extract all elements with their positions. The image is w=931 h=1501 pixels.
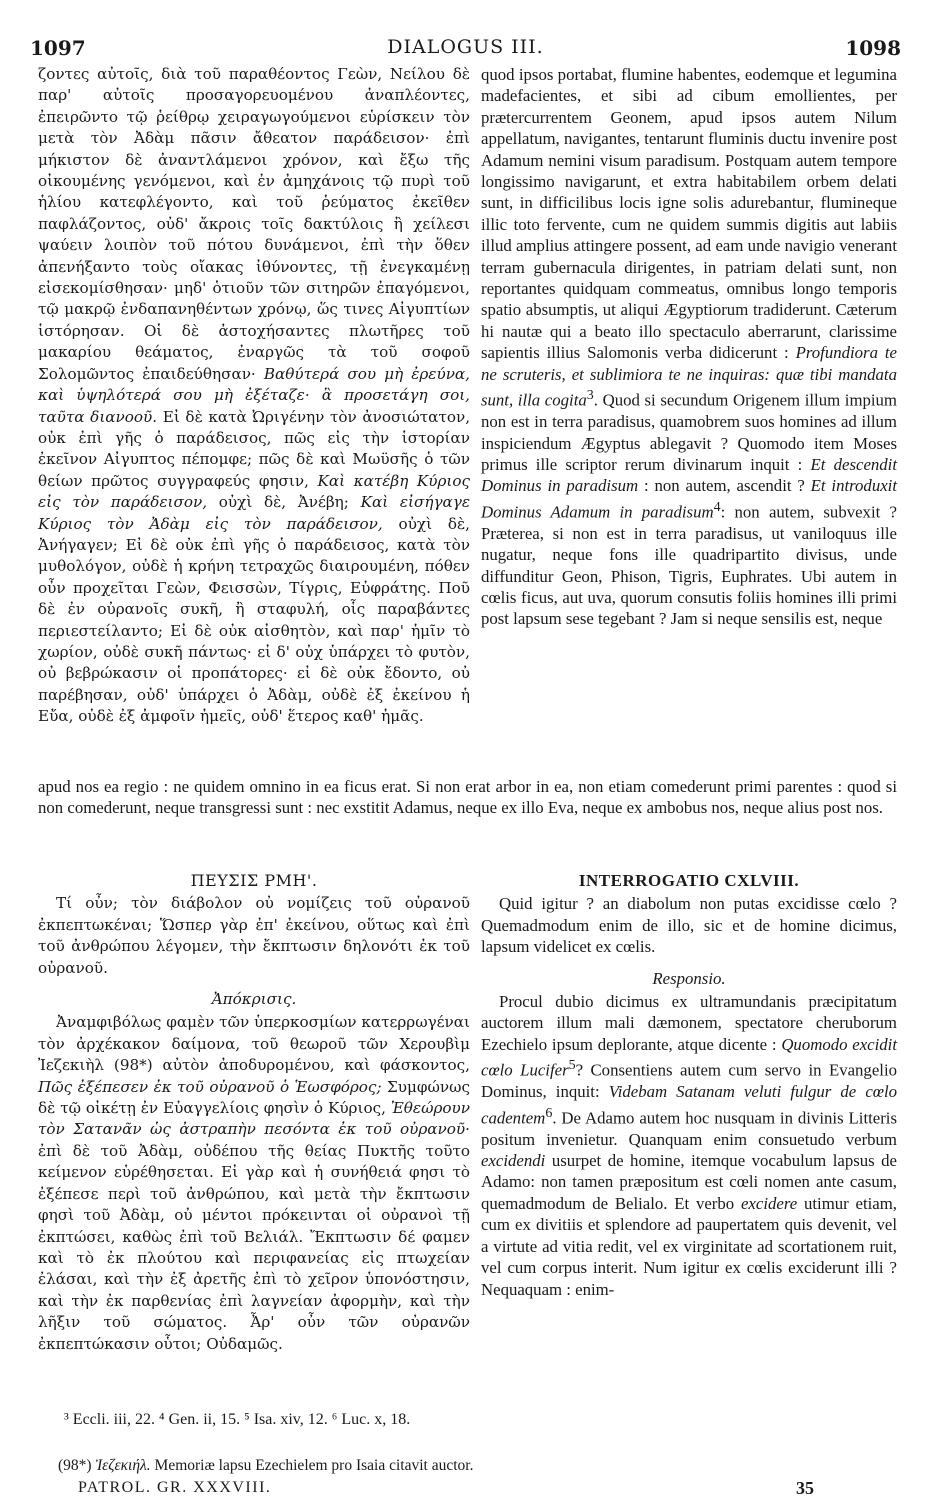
column-number-right: 1098 <box>845 36 901 60</box>
greek-question-heading: ΠΕΥΣΙΣ ΡΜΗ'. <box>190 871 318 890</box>
series-signature: PATROL. GR. XXXVIII. <box>78 1479 272 1496</box>
latin-column-top <box>481 64 897 630</box>
running-title: DIALOGUS III. <box>387 36 544 58</box>
greek-paragraph: ζοντες αὐτοῖς, διὰ τοῦ παραθέοντος Γεὼν, Νείλου δὲ παρ' αὐτοῖς προσαγορευομένου ἀναπλέοντες, ἐπειρῶντο τῷ ῥείθρῳ χειραγωγούμενοι εὑρίσκειν τὸν μετὰ τὸν Ἀδὰμ πᾶσιν ἄθεατον παράδεισον· ἐπὶ μήκιστον δὲ ἀναντλάμενοι χρόνον, καὶ ἔξω τῆς οἰκουμένης γενόμενοι, καὶ ἐν ἀμηχάνοις τῷ πυρὶ τοῦ ἡλίου κατεφλέγοντο, καὶ τοῦ ῥεύματος ἐκεῖθεν παφλάζοντος, οὐδ' ἄκροις τοῖς δακτύλοις ἢ χείλεσι ψαύειν λοιπὸν τοῦ πότου δυνάμενοι, ἐπὶ τὴν ὅθεν ἀπενήξαντο τοὺς οἴακας ἰθύνοντες, τῇ ἐνεγκαμένῃ εἰσεκομίσθησαν· μηδ' ὁτιοῦν τῶν σιτηρῶν ἐπαγόμενοι, τῷ μακρῷ ἐνδαπανηθέντων χρόνῳ, ὥς τινες Αἰγυπτίων ἱστόρησαν. Οἱ δὲ ἀστοχήσαντες πλωτῆρες τοῦ μακαρίου θεάματος, ἐναργῶς τὰ τοῦ σοφοῦ Σολομῶντος ἐπαιδεύθησαν· Βαθύτερά σου μὴ ἐρεύνα, καὶ ὑψηλότερά σου μὴ ἐξέταζε· ἃ προσετάγη σοι, ταῦτα διανοοῦ. Εἰ δὲ κατὰ Ὠριγένην τὸν ἀνοσιώτατον, οὐκ ἐπὶ γῆς ὁ παράδεισος, πῶς εἰς τὴν ἱστορίαν ἐκεῖνον Αἰγυπτος πέπομφε; πῶς δὲ καὶ Μωϋσῆς ὁ τῶν θείων πρῶτος συγγραφεύς φησιν, Καὶ κατέβη Κύριος εἰς τὸν παράδεισον, οὐχὶ δὲ, Ἀνέβη; Καὶ εἰσήγαγε Κύριος τὸν Ἀδὰμ εἰς τὸν παράδεισον, οὐχὶ δὲ, Ἀνήγαγεν; Εἰ δὲ οὐκ ἐπὶ γῆς ὁ παράδεισος, κατὰ τὸν μυθολόγον, οὐδὲ ἡ κρήνη τετραχῶς διαιρουμένη, πόθεν οὖν προχεῖται Γεὼν, Φεισσὼν, Τίγρις, Εὐφράτης. Ποῦ δὲ ἐν οὐρανοῖς συκῆ, ἢ σταφυλή, οἷς παραβάντες περιεστείλαντο; Εἰ δὲ οὐκ αἰσθητὸν, καὶ παρ' ἡμῖν τὸ χωρίον, οὐδὲ συκῆ πάντως· εἰ δ' οὐχ ὑπάρχει τὸ φυτὸν, οὐ βεβρώκασιν οἱ προπάτορες· εἰ δὲ οὐκ ἔδοντο, οὐ παρέβησαν, οὐδ' ὑπάρχει ὁ Ἀδὰμ, οὐδὲ ἐξ ἐκείνου ἡ Εὔα, οὐδὲ ἐξ ἀμφοῖν ἡμεῖς, οὐδ' ἕτερος καθ' ἡμᾶς. <box>38 65 471 726</box>
footnotes: ³ Eccli. iii, 22. ⁴ Gen. ii, 15. ⁵ Isa. xiv, 12. ⁶ Luc. x, 18. <box>64 1411 411 1428</box>
latin-column-bottom <box>481 870 897 1300</box>
greek-question: Τί οὖν; τὸν διάβολον οὐ νομίζεις τοῦ οὐρανοῦ ἐκπεπτωκέναι; Ὥσπερ γὰρ ἐπ' ἐκείνου, οὕτως καὶ ἐπὶ τοῦ ἀνθρώπου λέγομεν, τὴν ἔκπτωσιν δηλονότι ἐκ τοῦ οὐρανοῦ. <box>38 894 470 977</box>
latin-paragraph: quod ipsos portabat, flumine habentes, eodemque et leguminа madefacientes, et sibi ad cibum emollientes, per prætercurrentem Geonem, apud ipsos autem Nilum appellatum, navigantes, tentarunt fluminis ductu invenire post Adamum nemini visum paradisum. Postquam autem tempore longissimo navigarunt, et extra habitabilem orbem delati sunt, in difficilibus locis igne solis adurebantur, flumineque illic toto fervente, cum ne quidem summis digitis aut labiis illud amplius attingere possent, ad eam unde navigio venerant terram gubernacula dirigentes, in patriam delati sunt, non reportantes quidquam commeatus, omnibus longo temporis spatio absumptis, ut aliqui Ægyptiorum tradiderunt. Cæterum hi nautæ qui a beato illo spectaculo aberrarunt, clarissime sapientis illius Salomonis verba didicerunt : Profundiora te ne scruteris, et sublimiora te ne inquiras: quæ tibi mandata sunt, illa cogita$^3$. Quod si secundum Origenem illum impium non est in terra paradisus, quamobrem suos homines ad illum inspiciendum Ægyptus ablegavit ? Quomodo item Moses primus ille scriptor rerum divinarum inquit : Et descendit Dominus in paradisum : non autem, ascendit ? Et introduxit Dominus Adamum in paradisum$^4$: non autem, subvexit ? Præterea, si non est in terra paradisus, ut vaniloquus ille nugatur, neque fons ille quadripartito divisus, unde diffunditur Geon, Phison, Tigris, Euphrates. Ubi autem in cœlis ficus, aut uva, quorum consutis foliis homines illi primi post lapsum sese tegebant ? Jam si neque sensilis est, neque <box>481 65 898 629</box>
column-number-left: 1097 <box>30 36 86 60</box>
full-width-line: apud nos ea regio : ne quidem omnino in ea ficus erat. Si non erat arbor in ea, non etiam comederunt primi parentes : quod si non comederunt, neque transgressi sunt : nec exstitit Adamus, neque ex illo Eva, neque ex ambobus nos, neque alius post nos. <box>38 777 897 818</box>
latin-response: Procul dubio dicimus ex ultramundanis præcipitatum auctorem illum mali dæmonem, spectatore cheruborum Ezechielo ipsum deplorante, atque dicente : Quomodo excidit cœlo Lucifer$^5$? Consentiens autem cum servo in Evangelio Dominus, inquit: Videbam Satanam veluti fulgur de cœlo cadentem$^6$. De Adamo autem hoc nusquam in divinis Litteris positum invenietur. Quanquam enim consuetudo verbum excidendi usurpet de homine, itemque vocabulum lapsus de Adamo: non tamen præpositum est cœli nomen ante casum, quemadmodum de Belialo. Et verbo excidere utimur etiam, cum ex divitiis et splendore ad paupertatem quis devenit, vel a virtute ad vitia redit, vel ex virginitate ad scortationem ruit, vel cum corpus interit. Num igitur ex cœlis exciderunt illi ? Nequaquam : enim- <box>481 992 898 1299</box>
latin-response-heading: Responsio. <box>652 968 726 988</box>
latin-question-heading: INTERROGATIO CXLVIII. <box>578 871 800 890</box>
page-number: 35 <box>796 1478 814 1498</box>
greek-response: Ἀναμφιβόλως φαμὲν τῶν ὑπερκοσμίων κατερρωγέναι τὸν ἀρχέκακον δαίμονα, τοῦ θεωροῦ τῶν Χερουβὶμ Ἰεζεκιὴλ (98*) αὐτὸν ἀποδυρομένου, καὶ φάσκοντος, Πῶς ἐξέπεσεν ἐκ τοῦ οὐρανοῦ ὁ Ἑωσφόρος; Συμφώνως δὲ τῷ οἰκέτῃ ἐν Εὐαγγελίοις φησὶν ὁ Κύριος, Ἐθεώρουν τὸν Σατανᾶν ὡς ἀστραπὴν πεσόντα ἐκ τοῦ οὐρανοῦ· ἐπὶ δὲ τοῦ Ἀδὰμ, οὐδέπου τῆς θείας Πυκτῆς τοῦτο κείμενον εὑρέθησεται. Εἰ γὰρ καὶ ἡ συνήθειά φησι τὸ ἐξέπεσε περὶ τοῦ ἀνθρώπου, καὶ μετὰ τὴν ἔκπτωσιν φησὶ τοῦ Ἀδὰμ, οὐ μέντοι πρόκεινται οἱ οὐρανοὶ τῇ ἐκπτώσει, καθὼς ἐπὶ τοῦ Βελιάλ. Ἔκπτωσιν δέ φαμεν καὶ τὸ ἐκ πλούτου καὶ περιφανείας εἰς πτωχείαν ἐλάσαι, καὶ τὴν ἐξ ἀρετῆς ἐπὶ τὸ χεῖρον ὑπονόστησιν, καὶ τὴν ἐκ παρθενίας ἐπὶ λαγνείαν ἀφορμὴν, καὶ τὴν λῆξιν τοῦ σώματος. Ἆρ' οὖν τῶν οὐρανῶν ἐκπεπτώκασιν οὗτοι; Οὐδαμῶς. <box>38 1013 470 1353</box>
latin-question: Quid igitur ? an diabolum non putas excidisse cœlo ? Quemadmodum enim de illo, sic et de homine dicimus, lapsum videlicet ex cœlis. <box>481 894 897 957</box>
greek-column-top <box>38 64 470 728</box>
editor-note: (98*) Ἰεζεκιήλ. Memoriæ lapsu Ezechielem pro Isaia citavit auctor. <box>58 1457 474 1474</box>
page-header <box>30 36 901 58</box>
greek-response-heading: Ἀπόκρισις. <box>211 990 297 1009</box>
greek-column-bottom <box>38 870 470 1355</box>
